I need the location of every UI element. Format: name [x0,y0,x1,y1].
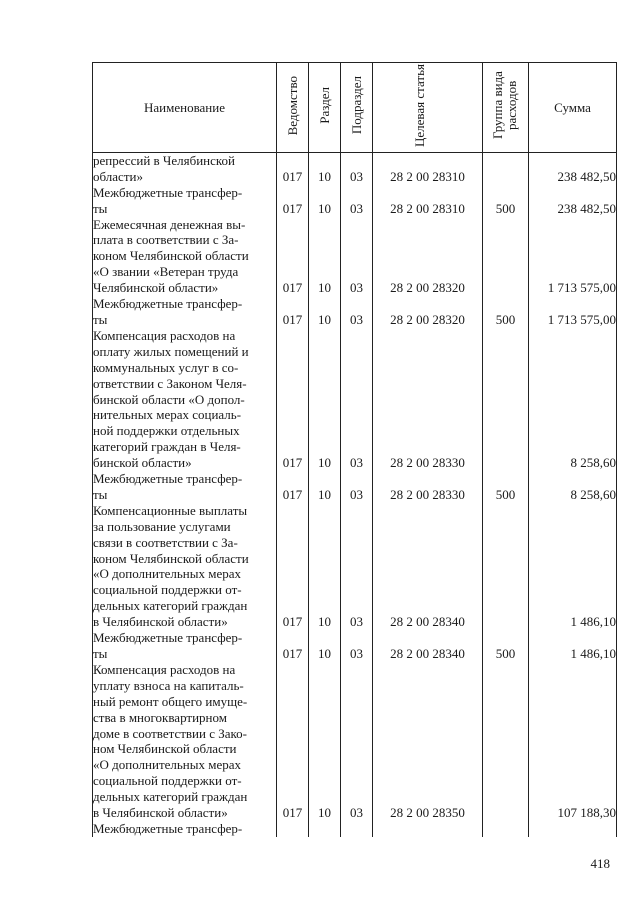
row-podrazd: 03 [341,630,373,662]
row-grp [483,152,529,184]
row-cel: 28 2 00 28330 [373,328,483,471]
table-row [93,821,617,837]
row-cel: 28 2 00 28310 [373,185,483,217]
row-ved: 017 [277,217,309,297]
table-row [93,152,617,184]
row-ved: 017 [277,328,309,471]
row-grp [483,662,529,821]
row-grp: 500 [483,630,529,662]
row-name-line: социальной поддержки от- [93,582,242,598]
row-ved: 017 [277,152,309,184]
row-name [93,152,277,184]
row-name [93,630,277,662]
row-name-line: коном Челябинской области [93,248,249,264]
row-podrazd: 03 [341,217,373,297]
row-name-line: категорий граждан в Челя- [93,439,241,455]
header-podrazd [341,63,373,153]
row-razd: 10 [309,471,341,503]
header-ved [277,63,309,153]
header-sum: Сумма [529,63,617,153]
row-name-line: бинской области» [93,455,192,471]
row-name-line: коммунальных услуг в со- [93,359,239,375]
row-name-line: за пользование услугами [93,518,231,534]
row-name-line: в Челябинской области» [93,805,228,821]
row-sum: 107 188,30 [529,662,617,821]
row-razd: 10 [309,296,341,328]
table-header-row [93,63,617,153]
row-name-line: Межбюджетные трансфер- [93,630,243,646]
row-sum: 1 486,10 [529,630,617,662]
row-ved: 017 [277,503,309,630]
row-name-line: «О дополнительных мерах [93,757,242,773]
row-sum [529,821,617,837]
row-name-line: социальной поддержки от- [93,773,242,789]
table-row [93,185,617,217]
row-sum: 1 713 575,00 [529,217,617,297]
page-number: 418 [590,856,610,871]
row-name-line: связи в соответствии с За- [93,534,238,550]
row-name [93,328,277,471]
table-row [93,471,617,503]
row-name-line: коном Челябинской области [93,550,249,566]
row-name [93,821,277,837]
row-name-line: бинской области «О допол- [93,391,245,407]
row-name-line: ной поддержки отдельных [93,423,240,439]
table-row [93,662,617,821]
row-cel: 28 2 00 28350 [373,662,483,821]
row-name-line: «О звании «Ветеран труда [93,264,239,280]
row-sum: 238 482,50 [529,185,617,217]
row-sum: 8 258,60 [529,328,617,471]
row-podrazd: 03 [341,152,373,184]
row-name [93,471,277,503]
header-razd [309,63,341,153]
header-cel [373,63,483,153]
row-cel: 28 2 00 28340 [373,503,483,630]
row-name-line: Межбюджетные трансфер- [93,184,243,200]
header-ved-label: Ведомство [284,75,300,136]
row-ved [277,821,309,837]
header-grp-label: Группа вида расходов [489,71,519,140]
row-razd: 10 [309,217,341,297]
row-razd: 10 [309,662,341,821]
row-razd [309,821,341,837]
row-podrazd: 03 [341,296,373,328]
row-grp [483,217,529,297]
budget-table [92,62,617,837]
row-podrazd: 03 [341,471,373,503]
row-name [93,217,277,297]
row-name-line: области» [93,168,143,184]
row-grp [483,821,529,837]
row-name-line: «О дополнительных мерах [93,566,242,582]
table-row [93,296,617,328]
row-grp: 500 [483,185,529,217]
row-ved: 017 [277,185,309,217]
row-name-line: ства в многоквартирном [93,709,227,725]
row-name-line: Межбюджетные трансфер- [93,820,243,836]
row-name [93,662,277,821]
row-grp: 500 [483,471,529,503]
table-row [93,503,617,630]
row-name-line: доме в соответствии с Зако- [93,725,247,741]
row-name-line: оплату жилых помещений и [93,343,249,359]
row-cel: 28 2 00 28320 [373,217,483,297]
row-name-line: ный ремонт общего имуще- [93,693,248,709]
row-name [93,503,277,630]
row-name-line: Компенсационные выплаты [93,502,248,518]
row-name-line: репрессий в Челябинской [93,152,236,168]
header-razd-label: Раздел [316,87,332,124]
row-grp: 500 [483,296,529,328]
row-name-line: ты [93,646,108,661]
row-name [93,185,277,217]
row-cel: 28 2 00 28340 [373,630,483,662]
row-podrazd: 03 [341,328,373,471]
row-name-line: уплату взноса на капиталь- [93,677,244,693]
row-sum: 1 486,10 [529,503,617,630]
table-row [93,630,617,662]
row-cel: 28 2 00 28320 [373,296,483,328]
row-name-line: дельных категорий граждан [93,598,248,614]
row-name-line: Компенсация расходов на [93,661,236,677]
row-grp [483,503,529,630]
row-name-line: дельных категорий граждан [93,789,248,805]
row-razd: 10 [309,328,341,471]
row-name-line: Челябинской области» [93,280,219,296]
row-name-line: ном Челябинской области [93,741,237,757]
row-cel: 28 2 00 28310 [373,152,483,184]
row-name-line: ты [93,200,108,216]
table-row [93,328,617,471]
row-sum: 8 258,60 [529,471,617,503]
header-cel-label: Целевая статья [411,63,427,147]
row-sum: 1 713 575,00 [529,296,617,328]
row-cel [373,821,483,837]
table-row [93,217,617,297]
row-razd: 10 [309,185,341,217]
row-name-line: Межбюджетные трансфер- [93,296,243,312]
row-name-line: Межбюджетные трансфер- [93,471,243,487]
row-name-line: Ежемесячная денежная вы- [93,216,246,232]
row-razd: 10 [309,503,341,630]
row-razd: 10 [309,152,341,184]
header-name: Наименование [93,63,277,153]
row-name [93,296,277,328]
row-podrazd [341,821,373,837]
row-podrazd: 03 [341,185,373,217]
header-grp [483,63,529,153]
row-name-line: ты [93,311,108,327]
row-name-line: ты [93,486,108,502]
row-name-line: Компенсация расходов на [93,327,236,343]
row-ved: 017 [277,662,309,821]
row-ved: 017 [277,630,309,662]
row-cel: 28 2 00 28330 [373,471,483,503]
row-podrazd: 03 [341,662,373,821]
row-ved: 017 [277,296,309,328]
row-grp [483,328,529,471]
header-podrazd-label: Подраздел [348,76,364,135]
row-name-line: ответствии с Законом Челя- [93,375,247,391]
row-name-line: нительных мерах социаль- [93,407,242,423]
row-ved: 017 [277,471,309,503]
row-razd: 10 [309,630,341,662]
row-sum: 238 482,50 [529,152,617,184]
row-name-line: в Челябинской области» [93,614,228,630]
row-name-line: плата в соответствии с За- [93,232,239,248]
row-podrazd: 03 [341,503,373,630]
